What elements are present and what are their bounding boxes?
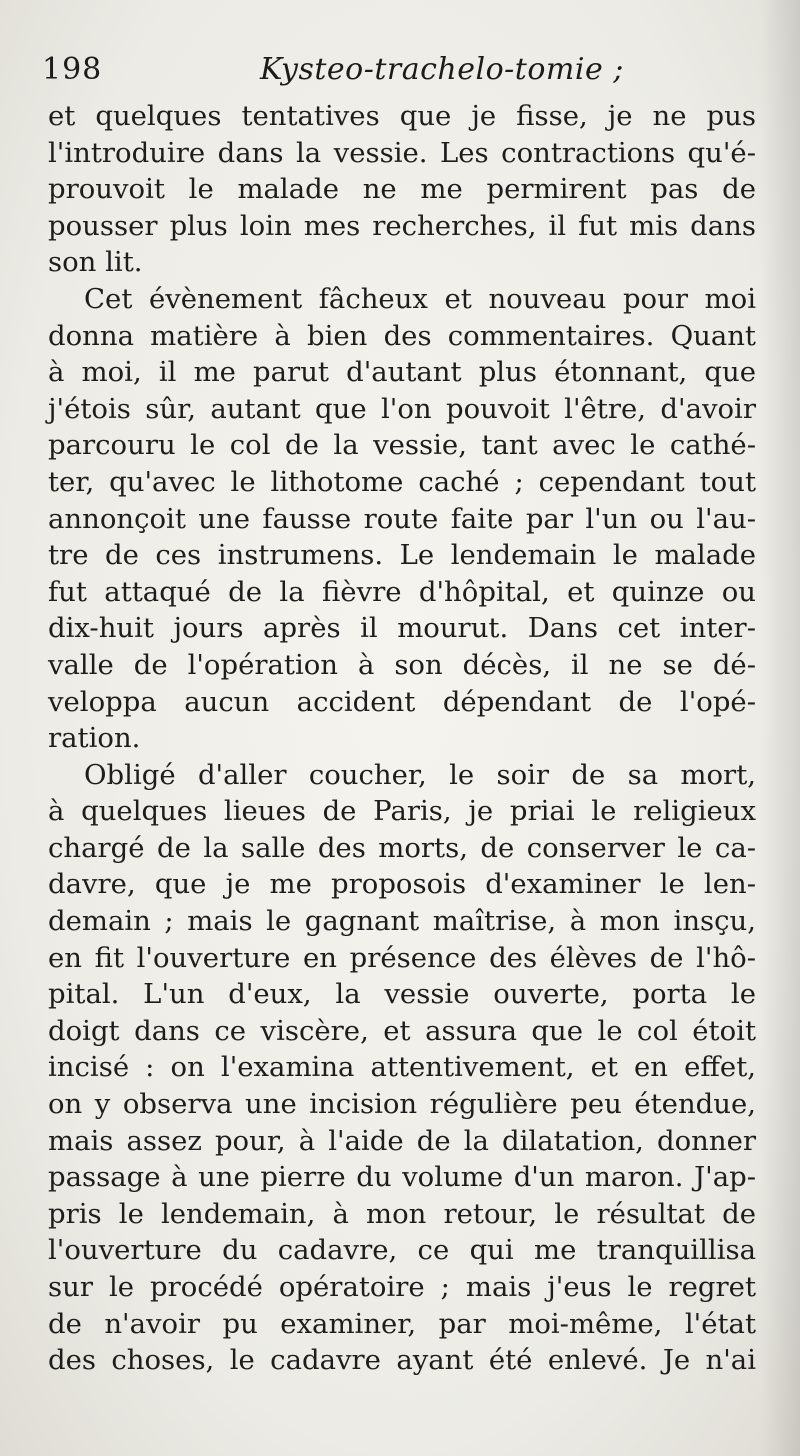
text-line: l'ouverture du cadavre, ce qui me tranquillisa bbox=[48, 1234, 756, 1267]
text-line: incisé : on l'examina attentivement, et en effet, bbox=[48, 1051, 756, 1084]
text-line: l'introduire dans la vessie. Les contractions qu'é- bbox=[48, 136, 756, 169]
text-line: passage à une pierre du volume d'un maron. J'ap- bbox=[48, 1161, 756, 1194]
text-line: pris le lendemain, à mon retour, le résultat de bbox=[48, 1197, 756, 1230]
text-line: pital. L'un d'eux, la vessie ouverte, porta le bbox=[48, 978, 756, 1011]
text-line: son lit. bbox=[48, 246, 143, 279]
text-line: chargé de la salle des morts, de conserver le ca- bbox=[48, 831, 756, 864]
running-title: Kysteo-trachelo-tomie ; bbox=[260, 52, 624, 87]
paragraph bbox=[48, 98, 756, 281]
text-line: mais assez pour, à l'aide de la dilatation, donner bbox=[48, 1124, 756, 1157]
text-line: des choses, le cadavre ayant été enlevé. Je n'ai bbox=[48, 1344, 756, 1377]
page-edge-shadow bbox=[760, 0, 800, 1456]
text-line: Cet évènement fâcheux et nouveau pour moi bbox=[84, 282, 756, 315]
text-line: pousser plus loin mes recherches, il fut mis dans bbox=[48, 209, 756, 242]
paragraph bbox=[48, 281, 756, 757]
text-line: en fit l'ouverture en présence des élèves de l'hô- bbox=[48, 941, 756, 974]
text-line: dix-huit jours après il mourut. Dans cet inter- bbox=[48, 612, 756, 645]
page-header bbox=[42, 52, 742, 98]
text-line: ration. bbox=[48, 722, 141, 755]
text-line: sur le procédé opératoire ; mais j'eus le regret bbox=[48, 1271, 756, 1303]
page-number: 198 bbox=[42, 52, 103, 87]
body-text bbox=[48, 98, 756, 1379]
text-line: fut attaqué de la fièvre d'hôpital, et quinze ou bbox=[48, 575, 756, 608]
text-line: prouvoit le malade ne me permirent pas de bbox=[48, 173, 756, 206]
text-line: de n'avoir pu examiner, par moi-même, l'état bbox=[48, 1307, 756, 1340]
text-line: davre, que je me proposois d'examiner le len- bbox=[48, 868, 756, 901]
text-line: annonçoit une fausse route faite par l'un ou l'au- bbox=[48, 502, 756, 535]
text-line: ter, qu'avec le lithotome caché ; cependant tout bbox=[48, 465, 756, 498]
text-line: donna matière à bien des commentaires. Quant bbox=[48, 319, 756, 352]
text-line: à moi, il me parut d'autant plus étonnant, que bbox=[48, 356, 756, 389]
text-line: demain ; mais le gagnant maîtrise, à mon insçu, bbox=[48, 905, 756, 938]
paragraph bbox=[48, 757, 756, 1379]
text-line: tre de ces instrumens. Le lendemain le malade bbox=[48, 539, 756, 572]
text-line: Obligé d'aller coucher, le soir de sa mort, bbox=[84, 758, 756, 791]
text-line: j'étois sûr, autant que l'on pouvoit l'être, d'avoir bbox=[48, 392, 756, 425]
text-line: veloppa aucun accident dépendant de l'opé- bbox=[48, 685, 756, 718]
text-line: doigt dans ce viscère, et assura que le col étoit bbox=[48, 1014, 756, 1047]
text-line: valle de l'opération à son décès, il ne se dé- bbox=[48, 648, 756, 681]
text-line: parcouru le col de la vessie, tant avec le cathé- bbox=[48, 429, 756, 462]
text-line: à quelques lieues de Paris, je priai le religieux bbox=[48, 795, 756, 828]
text-line: et quelques tentatives que je fisse, je ne pus bbox=[48, 100, 756, 132]
text-line: on y observa une incision régulière peu étendue, bbox=[48, 1088, 756, 1121]
